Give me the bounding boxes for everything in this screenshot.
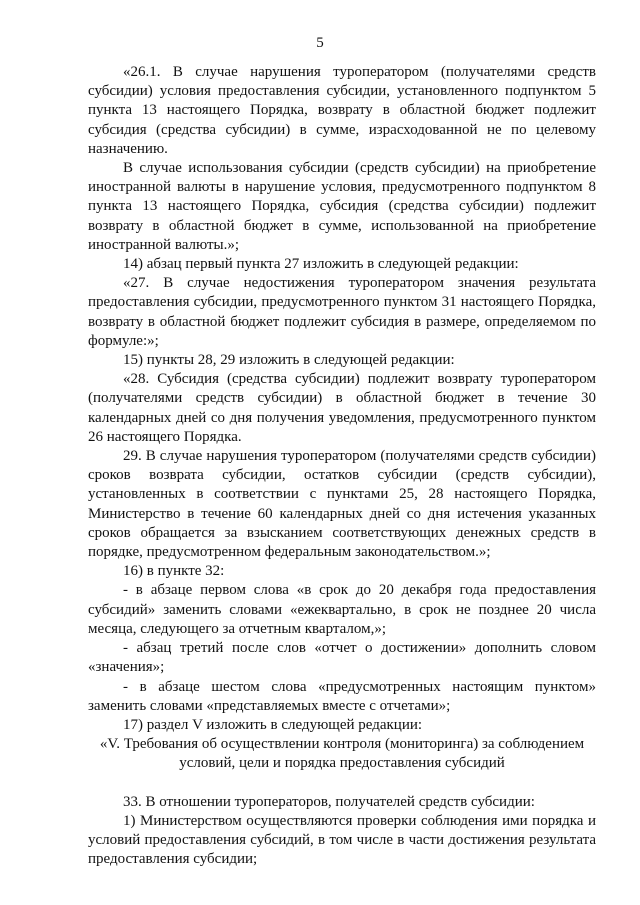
paragraph-currency: В случае использования субсидии (средств субсидии) на приобретение иностранной валюты в нарушение условия, предусмотренного подпунктом 8 пункта 13 настоящего Порядка, субсидия (средства субсидии) подлежит возврату в областной бюджет в сумме, использованной на приобретение иностранной валюты.»; xyxy=(88,160,596,253)
paragraph-amend-sixth: - в абзаце шестом слова «предусмотренных настоящим пунктом» заменить словами «представляемых вместе с отчетами»; xyxy=(88,678,596,714)
paragraph-amend-third: - абзац третий после слов «отчет о достижении» дополнить словом «значения»; xyxy=(88,640,596,676)
section-heading-line-2: условий, цели и порядка предоставления субсидий xyxy=(179,755,505,772)
paragraph-amend-first: - в абзаце первом слова «в срок до 20 декабря года предоставления субсидий» заменить словами «ежеквартально, в срок не позднее 20 числа месяца, следующего за отчетным кварталом,»; xyxy=(88,582,596,637)
paragraph-item-16: 16) в пункте 32: xyxy=(123,563,225,580)
paragraph-item-15: 15) пункты 28, 29 изложить в следующей редакции: xyxy=(123,352,455,369)
paragraph-29: 29. В случае нарушения туроператором (получателями средств субсидии) сроков возврата субсидии, остатков субсидии (средств субсидии), установленных в соответствии с пунктами 25, 28 настоящего Порядка, Министерство в течение 60 календарных дней со дня истечения указанных сроков обращается за взысканием соответствующих денежных средств в порядке, предусмотренном федеральным законодательством.»; xyxy=(88,448,596,561)
paragraph-26-1: «26.1. В случае нарушения туроператором (получателями средств субсидии) условия предоставления субсидии, установленного подпунктом 5 пункта 13 настоящего Порядка, возврату в областной бюджет подлежит субсидия (средства субсидии) в сумме, израсходованной не по целевому назначению. xyxy=(88,64,596,157)
paragraph-33-1: 1) Министерством осуществляются проверки соблюдения ими порядка и условий предоставления субсидий, в том числе в части достижения результата предоставления субсидии; xyxy=(88,812,596,868)
paragraph-item-17: 17) раздел V изложить в следующей редакции: xyxy=(123,716,423,733)
paragraph-item-14: 14) абзац первый пункта 27 изложить в следующей редакции: xyxy=(123,256,519,273)
paragraph-33: 33. В отношении туроператоров, получателей средств субсидии: xyxy=(123,793,535,810)
page-number: 5 xyxy=(316,35,324,51)
section-heading-line-1: «V. Требования об осуществлении контроля (мониторинга) за соблюдением xyxy=(99,736,585,753)
paragraph-28: «28. Субсидия (средства субсидии) подлежит возврату туроператором (получателями средств субсидии) в областной бюджет в течение 30 календарных дней со дня получения уведомления, предусмотренного пунктом 26 настоящего Порядка. xyxy=(88,371,596,445)
paragraph-27: «27. В случае недостижения туроператором значения результата предоставления субсидии, предусмотренного пунктом 31 настоящего Порядка, возврату в областной бюджет подлежит субсидия в размере, определяемом по формуле:»; xyxy=(88,275,596,349)
document-body xyxy=(88,63,596,869)
